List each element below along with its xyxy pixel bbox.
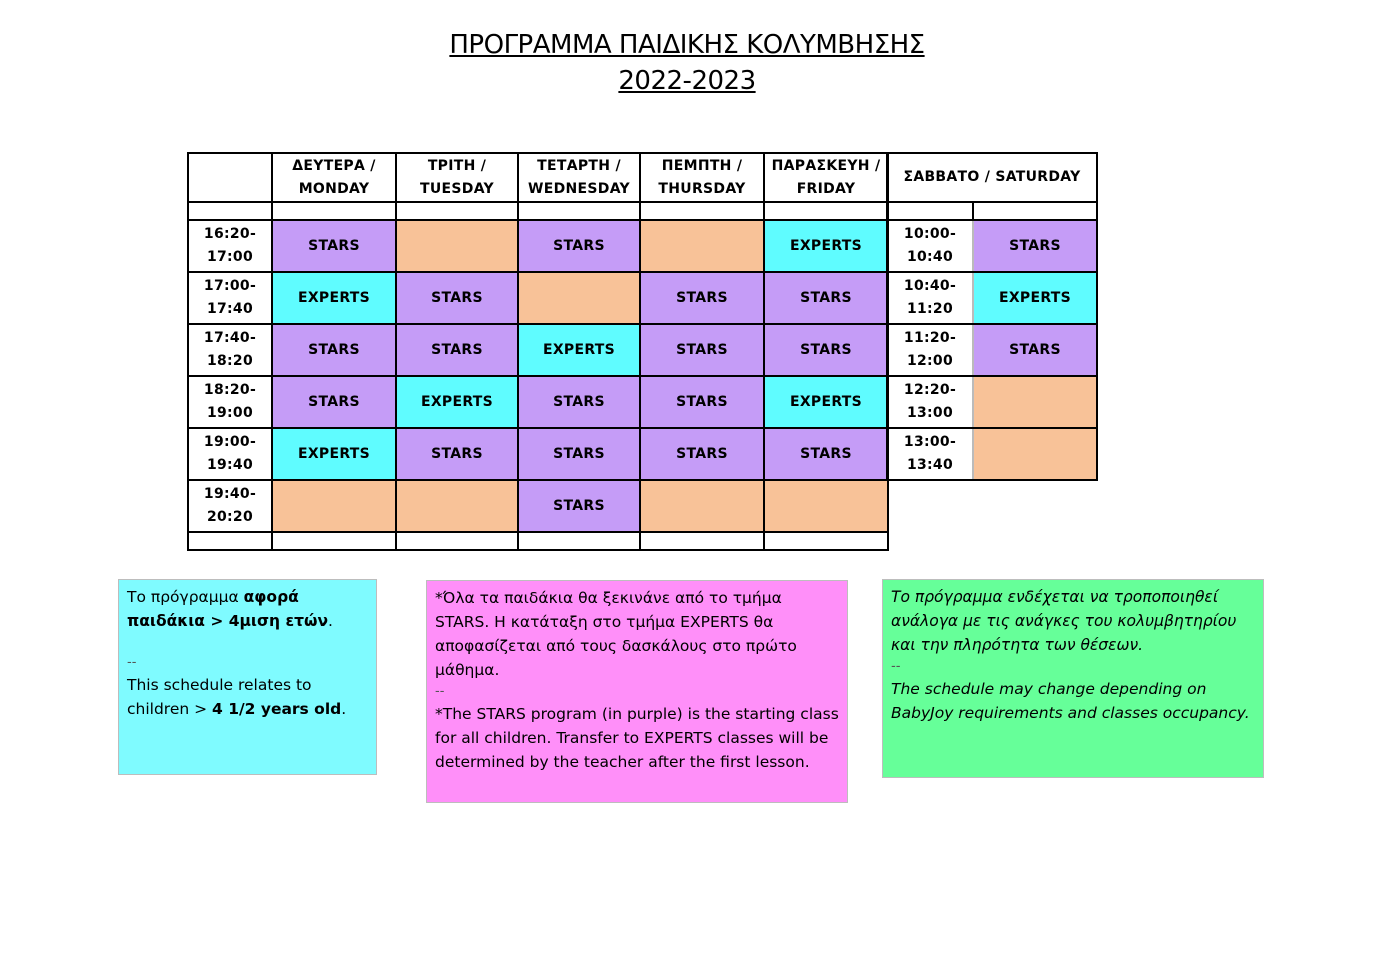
class-slot — [640, 220, 764, 272]
time-cell: 17:40- 18:20 — [188, 324, 272, 376]
age-requirement-note — [118, 579, 377, 775]
class-slot: EXPERTS — [764, 220, 888, 272]
table-row — [188, 272, 888, 324]
class-slot: STARS — [973, 324, 1097, 376]
time-cell: 19:00- 19:40 — [188, 428, 272, 480]
class-slot: EXPERTS — [396, 376, 518, 428]
time-cell: 16:20- 17:00 — [188, 220, 272, 272]
class-placement-note — [426, 580, 848, 803]
class-slot: STARS — [518, 480, 640, 532]
time-cell: 17:00- 17:40 — [188, 272, 272, 324]
class-slot — [640, 480, 764, 532]
table-row — [188, 324, 888, 376]
class-slot — [396, 480, 518, 532]
class-slot: STARS — [272, 220, 396, 272]
schedule-change-note — [882, 579, 1264, 778]
weekday-schedule-table — [187, 152, 889, 551]
note-english-text: *The STARS program (in purple) is the starting class for all children. Transfer to EXPERTS classes will be determined by the teacher after the first lesson. — [435, 705, 839, 771]
class-slot — [396, 220, 518, 272]
saturday-schedule-table — [886, 152, 1098, 481]
class-slot: STARS — [272, 376, 396, 428]
class-slot: STARS — [973, 220, 1097, 272]
class-slot: EXPERTS — [518, 324, 640, 376]
note-english-text: This schedule relates to children > 4 1/2 years old. — [127, 676, 347, 718]
time-cell: 11:20- 12:00 — [887, 324, 973, 376]
day-header-saturday: ΣΑΒΒΑΤΟ / SATURDAY — [887, 153, 1097, 202]
note-separator: -- — [891, 659, 901, 674]
class-slot: STARS — [518, 376, 640, 428]
class-slot: STARS — [396, 428, 518, 480]
time-cell: 13:00- 13:40 — [887, 428, 973, 480]
class-slot: STARS — [640, 376, 764, 428]
class-slot: STARS — [518, 428, 640, 480]
day-header-tuesday: ΤΡΙΤΗ / TUESDAY — [396, 153, 518, 202]
class-slot: EXPERTS — [272, 272, 396, 324]
time-cell: 18:20- 19:00 — [188, 376, 272, 428]
table-row — [887, 376, 1097, 428]
class-slot — [973, 376, 1097, 428]
table-row — [188, 428, 888, 480]
table-row — [188, 376, 888, 428]
note-separator: -- — [435, 684, 445, 699]
table-row — [887, 324, 1097, 376]
note-greek-text: *Όλα τα παιδάκια θα ξεκινάνε από το τμήμα STARS. Η κατάταξη στο τμήμα EXPERTS θα αποφασίζεται από τους δασκάλους στο πρώτο μάθημα. — [435, 589, 797, 679]
table-row — [188, 480, 888, 532]
table-row — [887, 272, 1097, 324]
class-slot — [272, 480, 396, 532]
class-slot — [973, 428, 1097, 480]
day-header-monday: ΔΕΥΤΕΡΑ / MONDAY — [272, 153, 396, 202]
class-slot: EXPERTS — [973, 272, 1097, 324]
class-slot: STARS — [640, 272, 764, 324]
class-slot: EXPERTS — [764, 376, 888, 428]
day-header-thursday: ΠΕΜΠΤΗ / THURSDAY — [640, 153, 764, 202]
class-slot: STARS — [396, 324, 518, 376]
class-slot: STARS — [764, 324, 888, 376]
time-cell: 10:40- 11:20 — [887, 272, 973, 324]
class-slot: STARS — [396, 272, 518, 324]
corner-cell — [188, 153, 272, 202]
day-header-friday: ΠΑΡΑΣΚΕΥΗ / FRIDAY — [764, 153, 888, 202]
class-slot: STARS — [640, 324, 764, 376]
note-greek-text: Το πρόγραμμα ενδέχεται να τροποποιηθεί ανάλογα με τις ανάγκες του κολυμβητηρίου και την πληρότητα των θέσεων. — [891, 588, 1237, 654]
class-slot: STARS — [764, 428, 888, 480]
note-greek-text: Το πρόγραμμα αφορά παιδάκια > 4μιση ετών. — [127, 588, 333, 630]
time-cell: 12:20- 13:00 — [887, 376, 973, 428]
class-slot: STARS — [272, 324, 396, 376]
page-title: ΠΡΟΓΡΑΜΜΑ ΠΑΙΔΙΚΗΣ ΚΟΛΥΜΒΗΣΗΣ — [449, 30, 925, 60]
time-cell: 10:00- 10:40 — [887, 220, 973, 272]
class-slot — [764, 480, 888, 532]
page-subtitle-year: 2022-2023 — [618, 66, 756, 96]
class-slot: EXPERTS — [272, 428, 396, 480]
day-header-wednesday: ΤΕΤΑΡΤΗ / WEDNESDAY — [518, 153, 640, 202]
table-row — [188, 220, 888, 272]
table-row — [887, 428, 1097, 480]
table-row — [887, 220, 1097, 272]
class-slot: STARS — [518, 220, 640, 272]
class-slot: STARS — [764, 272, 888, 324]
class-slot — [518, 272, 640, 324]
class-slot: STARS — [640, 428, 764, 480]
note-english-text: The schedule may change depending on BabyJoy requirements and classes occupancy. — [891, 680, 1250, 722]
note-separator: -- — [127, 655, 137, 670]
time-cell: 19:40- 20:20 — [188, 480, 272, 532]
